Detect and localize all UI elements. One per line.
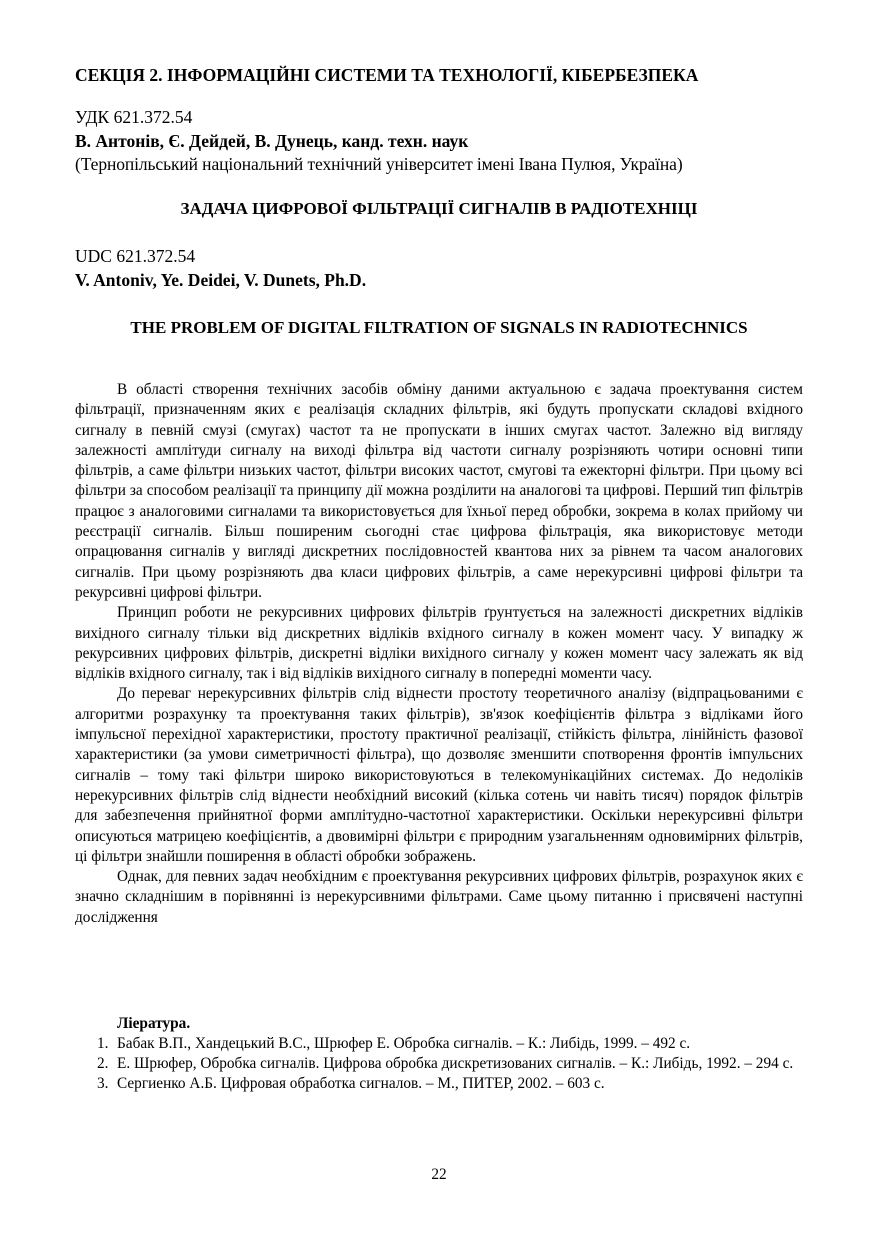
references-section — [75, 1014, 803, 1094]
reference-item — [75, 1074, 803, 1094]
affiliation: (Тернопільський національний технічний університет імені Івана Пулюя, Україна) — [75, 154, 683, 174]
udc-code: UDC 621.372.54 — [75, 246, 196, 266]
body-paragraph: Однак, для певних задач необхідним є проектування рекурсивних цифрових фільтрів, розрахунок яких є значно складнішим в порівнянні із нерекурсивними фільтрами. Саме цьому питанню і присвячені наступні дослідження — [75, 868, 803, 926]
reference-text: Сергиенко А.Б. Цифровая обработка сигналов. – М., ПИТЕР, 2002. – 603 с. — [117, 1075, 605, 1092]
body-paragraph: Принцип роботи не рекурсивних цифрових фільтрів ґрунтується на залежності дискретних відліків вихідного сигналу тільки від дискретних відліків вхідного сигналу в кожен момент часу. У випадку ж рекурсивних цифрових фільтрів, дискретні відліки вихідного сигналу у кожен момент часу залежать як від відліків вхідного сигналу, так і від відліків вихідного сигналу в попередні моменти часу. — [75, 604, 803, 683]
document-page — [75, 0, 803, 1240]
reference-item — [75, 1054, 803, 1074]
udk-code: УДК 621.372.54 — [75, 107, 193, 127]
reference-number: 2. — [97, 1055, 109, 1072]
reference-item — [75, 1034, 803, 1054]
reference-number: 3. — [97, 1075, 109, 1092]
article-title-ukrainian: ЗАДАЧА ЦИФРОВОЇ ФІЛЬТРАЦІЇ СИГНАЛІВ В РАДІОТЕХНІЦІ — [180, 199, 698, 218]
authors-ukrainian: В. Антонів, Є. Дейдей, В. Дунець, канд. техн. наук — [75, 131, 469, 151]
article-title-english: THE PROBLEM OF DIGITAL FILTRATION OF SIGNALS IN RADIOTECHNICS — [130, 318, 748, 337]
body-paragraph: В області створення технічних засобів обміну даними актуальною є задача проектування систем фільтрації, призначенням яких є реалізація складних фільтрів, які будуть пропускати складові вхідного сигналу в певній смузі (смугах) частот та не пропускати в інших смугах частот. Залежно від вигляду залежності амплітуди сигналу на виході фільтра від частоти сигналу розрізняють чотири основні типи фільтрів, а саме фільтри низьких частот, фільтри високих частот, смугові та ежекторні фільтри. При цьому всі фільтри за способом реалізації та принципу дії можна розділити на аналогові та цифрові. Перший тип фільтрів працює з аналоговими сигналами та використовується для їхньої перед обробки, зокрема в колах прийому чи реєстрації сигналів. Більш поширеним сьогодні стає цифрова фільтрація, яка використовує методи опрацювання сигналів у вигляді дискретних послідовностей квантова них за рівнем та часом аналогових сигналів. При цьому розрізняють два класи цифрових фільтрів, а саме нерекурсивні цифрові фільтри та рекурсивні цифрові фільтри. — [75, 381, 803, 601]
reference-number: 1. — [97, 1035, 109, 1052]
body-paragraph: До переваг нерекурсивних фільтрів слід віднести простоту теоретичного аналізу (відпрацьованими є алгоритми розрахунку та проектування таких фільтрів), зв'язок коефіцієнтів фільтра з відліками його імпульсної перехідної характеристики, простоту практичної реалізації, стійкість фільтра, лінійність фазової характеристики (за умови симетричності фільтра), що дозволяє зменшити спотворення фронтів імпульсних сигналів – тому такі фільтри широко використовуються в телекомунікаційних системах. До недоліків нерекурсивних фільтрів слід віднести необхідний високий (кілька сотень чи навіть тисяч) порядок фільтрів для забезпечення прийнятної форми амплітудно-частотної характеристики. Оскільки нерекурсивні фільтри описуються матрицею коефіцієнтів, а двовимірні фільтри є природним узагальненням одновимірних фільтрів, ці фільтри знайшли поширення в області обробки зображень. — [75, 685, 803, 865]
article-body — [75, 380, 803, 928]
authors-english: V. Antoniv, Ye. Deidei, V. Dunets, Ph.D. — [75, 270, 367, 290]
references-heading: Ліература. — [117, 1015, 191, 1032]
reference-text: Е. Шрюфер, Обробка сигналів. Цифрова обробка дискретизованих сигналів. – К.: Либідь, 1992. – 294 с. — [117, 1055, 794, 1072]
section-title: СЕКЦІЯ 2. ІНФОРМАЦІЙНІ СИСТЕМИ ТА ТЕХНОЛОГІЇ, КІБЕРБЕЗПЕКА — [75, 65, 699, 85]
reference-text: Бабак В.П., Хандецький В.С., Шрюфер Е. Обробка сигналів. – К.: Либідь, 1999. – 492 с. — [117, 1035, 691, 1052]
references-list — [75, 1034, 803, 1094]
page-number: 22 — [431, 1166, 447, 1183]
